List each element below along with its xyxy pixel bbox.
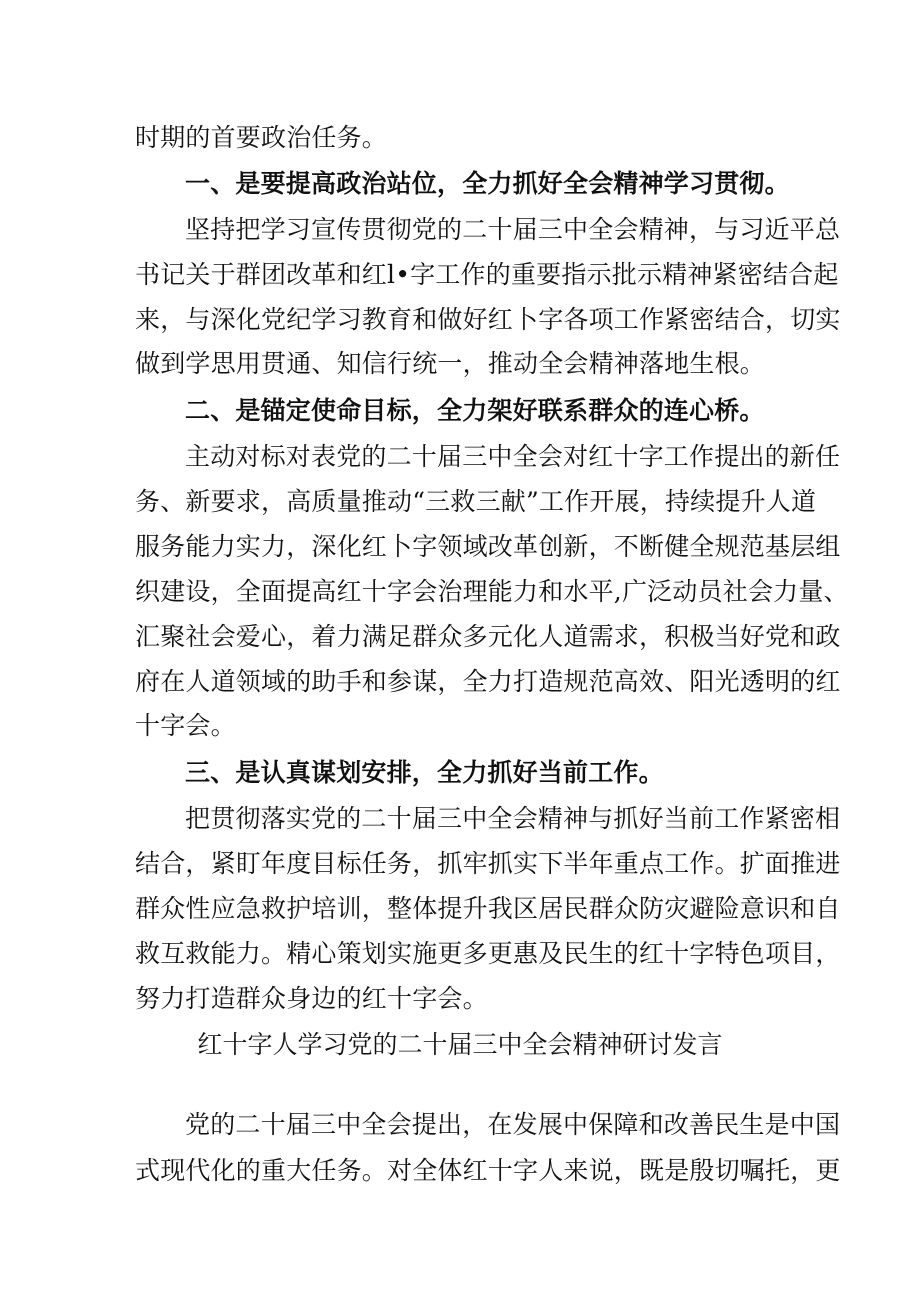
- point-3-line: 把贯彻落实党的二十届三中全会精神与抓好当前工作紧密相: [185, 804, 841, 833]
- point-1-line: 做到学思用贯通、知信行统一，推动全会精神落地生根。: [135, 349, 766, 378]
- point-3-line: 救互救能力。精心策划实施更多更惠及民生的红十字特色项目，: [135, 939, 841, 968]
- body-line: 党的二十届三中全会提出，在发展中保障和改善民生是中国: [185, 1110, 841, 1139]
- point-2-line: 务、新要求，高质量推动“三救三献”工作开展，持续提升人道: [135, 487, 817, 516]
- body-line: 式现代化的重大任务。对全体红十字人来说，既是殷切嘱托，更: [135, 1156, 841, 1185]
- point-1-line: 坚持把学习宣传贯彻党的二十届三中全会精神，与习近平总: [185, 215, 841, 244]
- point-3-line: 结合，紧盯年度目标任务，抓牢抓实下半年重点工作。扩面推进: [135, 849, 841, 878]
- point-2-line: 汇聚社会爱心，着力满足群众多元化人道需求，积极当好党和政: [135, 622, 841, 651]
- point-1-heading: 一、是要提高政治站位，全力抓好全会精神学习贯彻。: [185, 169, 790, 198]
- point-1-line: 书记关于群团改革和红l•字工作的重要指示批示精神紧密结合起: [135, 260, 839, 289]
- point-2-line: 府在人道领域的助手和参谋，全力打造规范高效、阳光透明的红: [135, 667, 841, 696]
- point-3-line: 努力打造群众身边的红十字会。: [135, 984, 488, 1013]
- point-2-heading: 二、是锚定使命目标，全力架好联系群众的连心桥。: [185, 396, 765, 425]
- point-2-line: 织建设，全面提高红十字会治理能力和水平,广泛动员社会力量、: [135, 577, 849, 606]
- point-3-line: 群众性应急救护培训，整体提升我区居民群众防灾避险意识和自: [135, 894, 841, 923]
- point-2-line: 十字会。: [135, 711, 236, 740]
- point-2-line: 服务能力实力，深化红卜字领域改革创新，不断健全规范基层组: [135, 532, 841, 561]
- point-3-heading: 三、是认真谋划安排，全力抓好当前工作。: [185, 758, 664, 787]
- point-1-line: 来，与深化党纪学习教育和做好红卜字各项工作紧密结合，切实: [135, 305, 841, 334]
- document-title: 红十字人学习党的二十届三中全会精神研讨发言: [197, 1030, 723, 1059]
- point-2-line: 主动对标对表党的二十届三中全会对红十字工作提出的新任: [185, 442, 841, 471]
- paragraph-continuation: 时期的首要政治任务。: [135, 123, 388, 152]
